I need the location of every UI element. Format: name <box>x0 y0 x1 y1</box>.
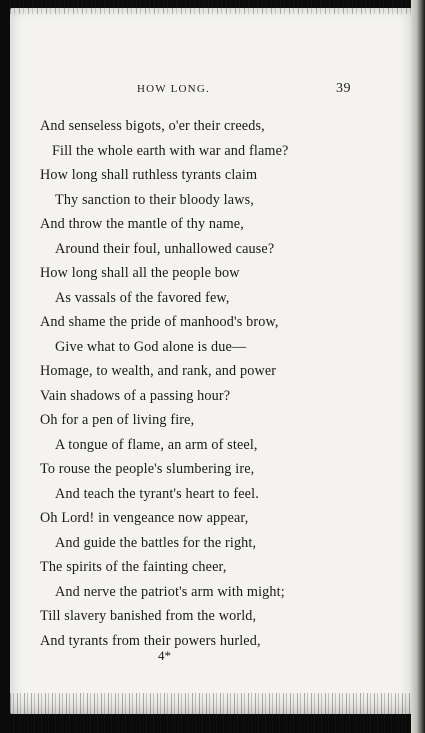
poem-line: How long shall all the people bow <box>40 265 240 281</box>
poem-line: Till slavery banished from the world, <box>40 608 257 624</box>
poem-line: Oh Lord! in vengeance now appear, <box>40 510 249 526</box>
page-number: 39 <box>336 81 351 96</box>
poem-line: As vassals of the favored few, <box>55 289 230 306</box>
poem-line: And teach the tyrant's heart to feel. <box>55 485 259 502</box>
poem-line: To rouse the people's slumbering ire, <box>40 461 255 477</box>
poem-line: A tongue of flame, an arm of steel, <box>55 436 258 453</box>
running-head <box>0 81 425 101</box>
poem-line: The spirits of the fainting cheer, <box>40 559 227 575</box>
poem-line: And nerve the patriot's arm with might; <box>55 583 285 600</box>
poem-line: Vain shadows of a passing hour? <box>40 387 231 404</box>
poem-line: How long shall ruthless tyrants claim <box>40 167 258 183</box>
poem-line: Give what to God alone is due— <box>55 338 247 355</box>
running-title: HOW LONG. <box>137 83 210 95</box>
poem-line: And guide the battles for the right, <box>55 534 257 551</box>
poem-line: And tyrants from their powers hurled, <box>40 632 261 649</box>
signature-mark: 4* <box>158 648 171 663</box>
scan-edge-top <box>10 0 425 14</box>
poem-line: Thy sanction to their bloody laws, <box>55 191 254 208</box>
poem-line: Oh for a pen of living fire, <box>40 412 195 428</box>
poem-line: And throw the mantle of thy name, <box>40 216 244 232</box>
poem-line: Around their foul, unhallowed cause? <box>55 240 275 257</box>
poem-line: Fill the whole earth with war and flame? <box>52 142 289 159</box>
scan-edge-bottom <box>10 693 425 733</box>
poem-line: And senseless bigots, o'er their creeds, <box>40 118 265 134</box>
poem-line: Homage, to wealth, and rank, and power <box>40 363 277 379</box>
book-gutter-edge <box>411 0 425 733</box>
poem-line: And shame the pride of manhood's brow, <box>40 314 279 330</box>
